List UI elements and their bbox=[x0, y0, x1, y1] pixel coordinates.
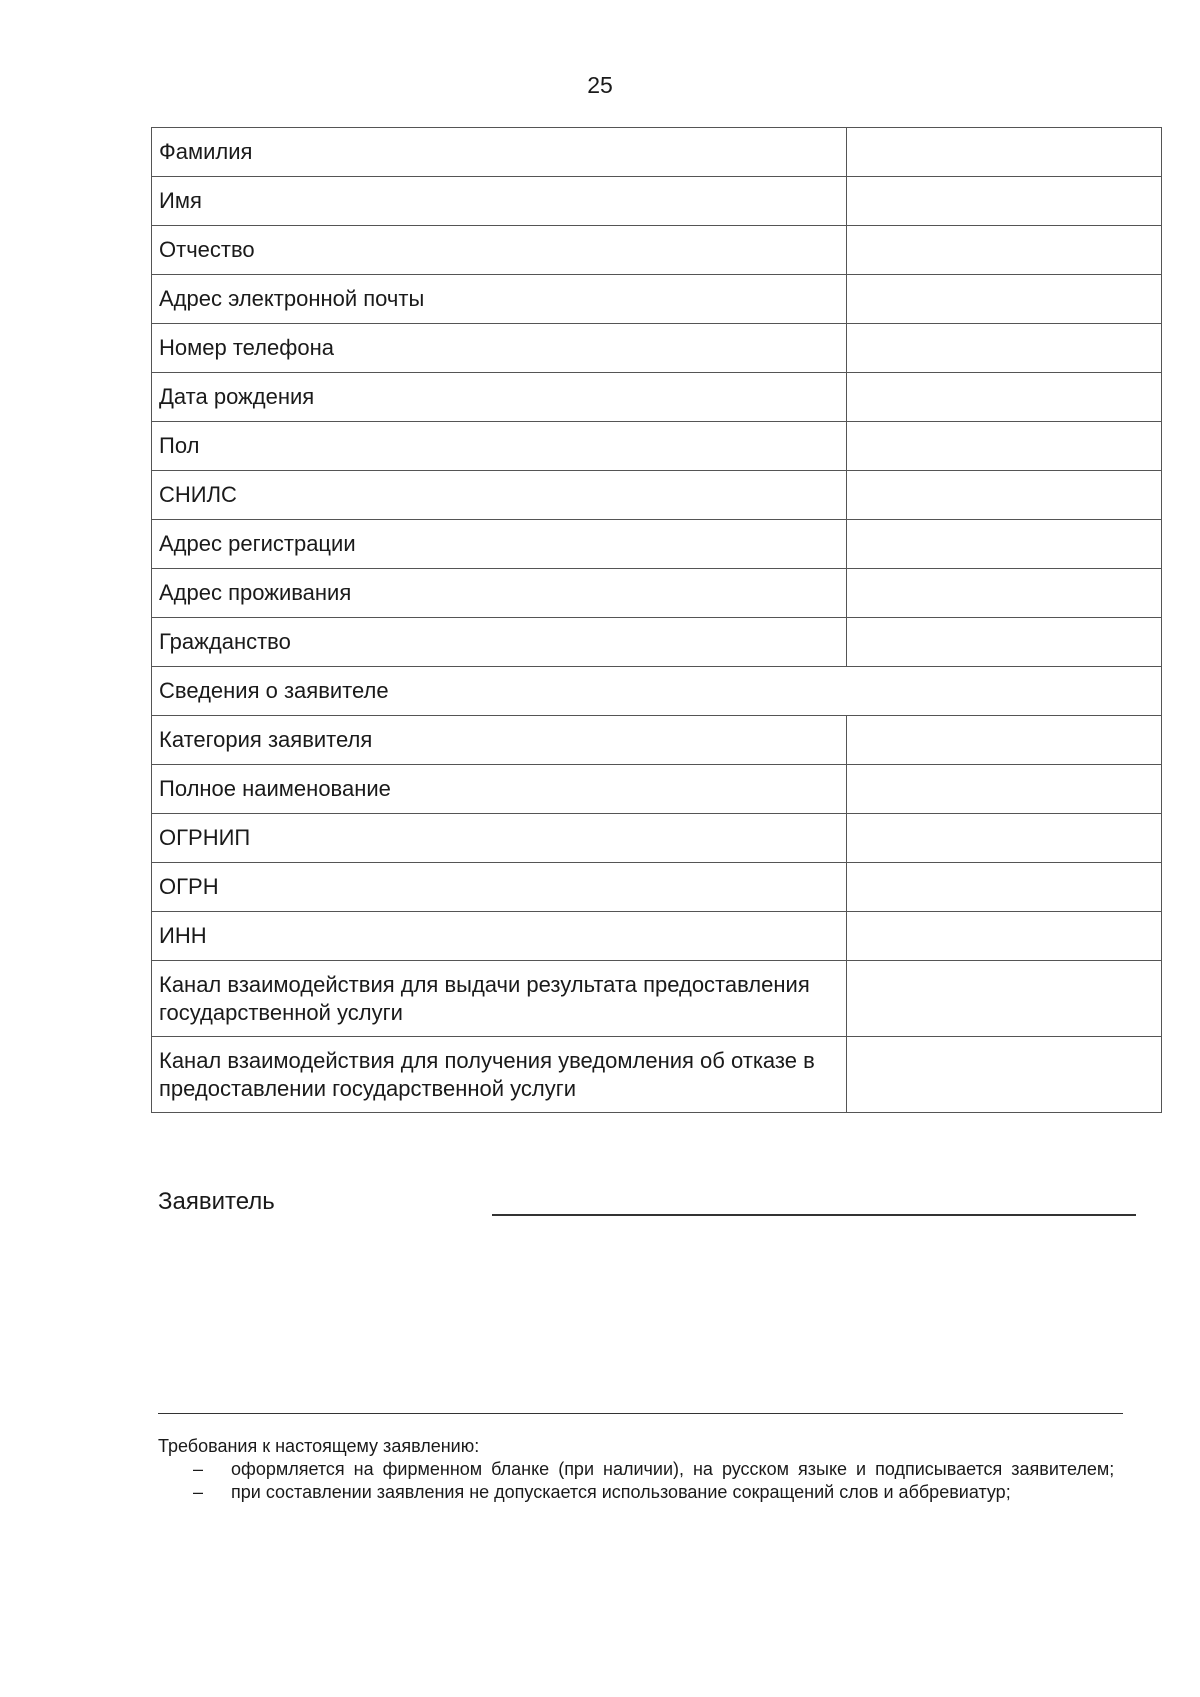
applicant-signature-label: Заявитель bbox=[158, 1188, 275, 1215]
row-value-inn[interactable] bbox=[847, 912, 1162, 961]
table-row bbox=[152, 912, 1162, 961]
table-row bbox=[152, 961, 1162, 1037]
table-row bbox=[152, 520, 1162, 569]
table-row bbox=[152, 471, 1162, 520]
row-value-registration-address[interactable] bbox=[847, 520, 1162, 569]
row-value-residence-address[interactable] bbox=[847, 569, 1162, 618]
row-value-full-name[interactable] bbox=[847, 765, 1162, 814]
row-value-snils[interactable] bbox=[847, 471, 1162, 520]
row-value-result-channel[interactable] bbox=[847, 961, 1162, 1037]
row-value-gender[interactable] bbox=[847, 422, 1162, 471]
row-label-birth-date: Дата рождения bbox=[152, 373, 847, 422]
requirement-item bbox=[158, 1481, 1148, 1504]
table-row bbox=[152, 177, 1162, 226]
requirement-text: при составлении заявления не допускается использование сокращений слов и аббревиатур; bbox=[231, 1482, 1011, 1502]
row-value-birth-date[interactable] bbox=[847, 373, 1162, 422]
row-label-snils: СНИЛС bbox=[152, 471, 847, 520]
row-value-surname[interactable] bbox=[847, 128, 1162, 177]
row-label-residence-address: Адрес проживания bbox=[152, 569, 847, 618]
row-label-result-channel: Канал взаимодействия для выдачи результата предоставления государственной услуги bbox=[152, 961, 847, 1037]
table-row bbox=[152, 373, 1162, 422]
row-label-first-name: Имя bbox=[152, 177, 847, 226]
row-value-patronymic[interactable] bbox=[847, 226, 1162, 275]
requirements-footnote bbox=[158, 1435, 1148, 1504]
table-row bbox=[152, 226, 1162, 275]
row-label-surname: Фамилия bbox=[152, 128, 847, 177]
signature-line[interactable] bbox=[492, 1214, 1136, 1216]
section-header-applicant-info: Сведения о заявителе bbox=[152, 667, 1162, 716]
row-label-full-name: Полное наименование bbox=[152, 765, 847, 814]
page-number: 25 bbox=[587, 72, 613, 98]
row-label-phone: Номер телефона bbox=[152, 324, 847, 373]
row-label-patronymic: Отчество bbox=[152, 226, 847, 275]
row-value-first-name[interactable] bbox=[847, 177, 1162, 226]
row-label-citizenship: Гражданство bbox=[152, 618, 847, 667]
row-label-ogrn: ОГРН bbox=[152, 863, 847, 912]
footnote-divider bbox=[158, 1413, 1123, 1414]
table-row bbox=[152, 1037, 1162, 1113]
section-header-row bbox=[152, 667, 1162, 716]
row-label-registration-address: Адрес регистрации bbox=[152, 520, 847, 569]
requirement-item bbox=[158, 1458, 1148, 1481]
row-value-citizenship[interactable] bbox=[847, 618, 1162, 667]
row-value-ogrn[interactable] bbox=[847, 863, 1162, 912]
row-label-gender: Пол bbox=[152, 422, 847, 471]
applicant-form-table bbox=[151, 127, 1162, 1113]
table-row bbox=[152, 618, 1162, 667]
row-value-applicant-category[interactable] bbox=[847, 716, 1162, 765]
table-row bbox=[152, 128, 1162, 177]
requirement-text: оформляется на фирменном бланке (при наличии), на русском языке и подписывается заявителем; bbox=[231, 1459, 1115, 1479]
row-value-ogrnip[interactable] bbox=[847, 814, 1162, 863]
row-value-email[interactable] bbox=[847, 275, 1162, 324]
table-row bbox=[152, 716, 1162, 765]
row-label-email: Адрес электронной почты bbox=[152, 275, 847, 324]
requirements-title: Требования к настоящему заявлению: bbox=[158, 1436, 480, 1456]
row-value-refusal-channel[interactable] bbox=[847, 1037, 1162, 1113]
table-row bbox=[152, 422, 1162, 471]
dash-bullet: – bbox=[193, 1482, 204, 1502]
row-label-applicant-category: Категория заявителя bbox=[152, 716, 847, 765]
row-label-ogrnip: ОГРНИП bbox=[152, 814, 847, 863]
dash-bullet: – bbox=[193, 1459, 204, 1479]
table-row bbox=[152, 765, 1162, 814]
row-label-inn: ИНН bbox=[152, 912, 847, 961]
table-row bbox=[152, 324, 1162, 373]
row-value-phone[interactable] bbox=[847, 324, 1162, 373]
table-row bbox=[152, 275, 1162, 324]
table-row bbox=[152, 814, 1162, 863]
table-row bbox=[152, 863, 1162, 912]
table-row bbox=[152, 569, 1162, 618]
row-label-refusal-channel: Канал взаимодействия для получения уведомления об отказе в предоставлении государственной услуги bbox=[152, 1037, 847, 1113]
